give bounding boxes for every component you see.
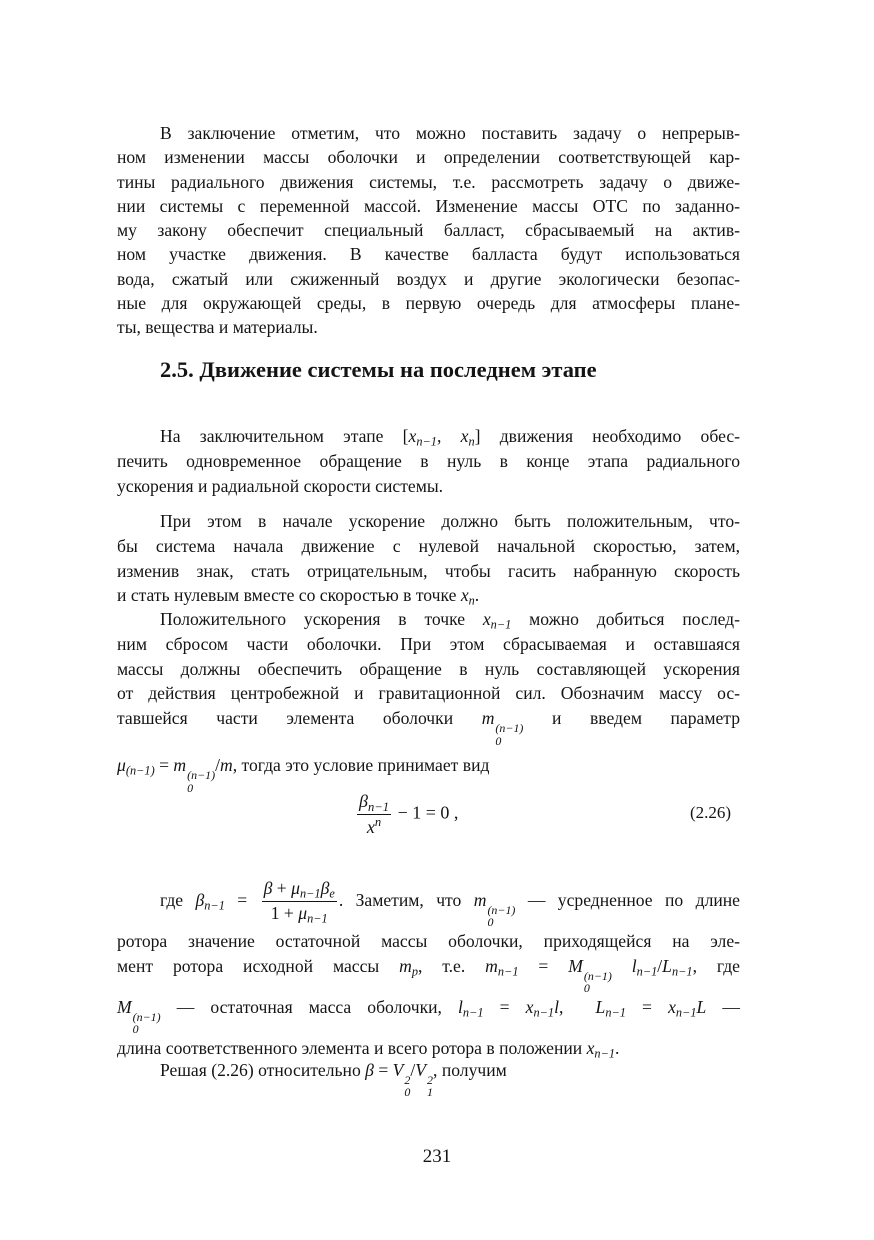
math-subscript: 0 <box>132 1022 139 1037</box>
text-line <box>117 194 740 218</box>
fraction <box>357 790 391 839</box>
math-base: L <box>696 996 707 1017</box>
math-subscript: n−1 <box>299 887 321 902</box>
fraction-numerator <box>262 878 337 902</box>
text-run: от действия центробежной и гравитационной сил. Обозначим массу ос- <box>117 683 740 704</box>
math-subscript: (n−1) <box>125 763 155 778</box>
text-run: = <box>625 996 669 1017</box>
text-run: тины радиального движения системы, т.е. рассмотреть задачу о движе- <box>117 171 740 192</box>
math-base: m <box>473 890 487 910</box>
math-script-stack <box>495 722 523 747</box>
math-subscript: n−1 <box>204 898 225 913</box>
text-run: и введем параметр <box>523 708 740 729</box>
text-run: тавшейся части элемента оболочки <box>117 708 482 729</box>
text-line <box>117 1036 740 1061</box>
math-base: μ <box>291 878 300 899</box>
math-subscript: n−1 <box>605 1005 626 1020</box>
math-base: β <box>263 878 273 899</box>
math-symbol <box>458 995 484 1020</box>
text-run: . <box>474 585 480 606</box>
text-run: / <box>410 1060 416 1080</box>
text-line <box>117 753 740 794</box>
text-run: ном изменении массы оболочки и определении соответствующей кар- <box>117 147 740 168</box>
text-line <box>117 170 740 194</box>
math-base: μ <box>298 903 308 924</box>
math-base: x <box>408 426 417 446</box>
paragraph-conclusion <box>117 121 740 340</box>
math-subscript: n−1 <box>594 1046 616 1061</box>
text-run: ускорения и радиальной скорости системы. <box>117 475 444 496</box>
text-run: / <box>657 955 663 976</box>
text-line <box>117 145 740 169</box>
text-run: длина соответственного элемента и всего ротора в положении <box>117 1037 587 1058</box>
text-run: − 1 = 0 , <box>393 802 459 823</box>
fraction-denominator <box>269 902 330 925</box>
math-base: l <box>631 955 637 976</box>
math-symbol <box>359 790 389 813</box>
math-base: V <box>392 1060 404 1080</box>
math-base: x <box>586 1037 595 1058</box>
math-symbol <box>526 995 554 1020</box>
math-symbol <box>367 816 381 839</box>
text-line <box>117 583 740 608</box>
math-base: m <box>485 955 498 976</box>
math-script-stack <box>187 769 215 794</box>
text-run: = <box>518 955 569 976</box>
math-symbol <box>196 874 225 926</box>
math-symbol <box>117 753 155 778</box>
text-line <box>117 267 740 291</box>
paragraph-positive-acceleration <box>117 607 740 794</box>
math-symbol <box>461 583 475 608</box>
text-run: нии системы с переменной массой. Изменение массы ОТС по заданно- <box>117 195 740 216</box>
text-run: , тогда это условие принимает вид <box>232 755 490 776</box>
text-line <box>117 874 740 929</box>
text-line <box>117 474 740 499</box>
math-base: μ <box>117 755 126 776</box>
math-base: M <box>117 996 132 1017</box>
math-symbol <box>668 995 696 1020</box>
paragraph-solving <box>117 1058 740 1099</box>
text-run: Решая (2.26) относительно <box>160 1060 366 1080</box>
text-run: бы система начала движение с нулевой начальной скоростью, затем, <box>117 535 740 556</box>
math-base: β <box>365 1060 374 1080</box>
math-base: m <box>399 955 412 976</box>
text-run: можно добиться послед- <box>511 609 740 629</box>
text-run: . <box>615 1037 620 1058</box>
text-run <box>612 956 632 976</box>
math-symbol <box>298 903 327 925</box>
text-run: — <box>706 996 740 1017</box>
text-line <box>117 218 740 242</box>
math-subscript: 0 <box>495 733 502 748</box>
text-run: мент ротора исходной массы <box>117 955 400 976</box>
math-base: V <box>415 1060 427 1080</box>
math-base: x <box>460 426 469 446</box>
math-base: x <box>482 609 491 629</box>
math-symbol <box>587 1036 615 1061</box>
math-script-stack <box>133 1011 161 1036</box>
text-run: В заключение отметим, что можно поставить задачу о непрерыв- <box>160 123 740 143</box>
math-symbol <box>117 995 161 1036</box>
text-line <box>117 242 740 266</box>
text-run: — остаточная масса оболочки, <box>160 996 459 1017</box>
math-superscript: (n−1) <box>132 1009 161 1024</box>
text-run: / <box>215 755 220 776</box>
fraction-denominator <box>365 815 383 839</box>
math-superscript: 2 <box>427 1072 434 1087</box>
math-base: m <box>173 755 187 776</box>
math-superscript: (n−1) <box>495 721 524 736</box>
math-symbol <box>393 1058 411 1099</box>
text-line <box>117 559 740 584</box>
text-line <box>117 291 740 315</box>
math-subscript: 0 <box>404 1085 411 1100</box>
fraction-numerator <box>357 790 391 815</box>
math-symbol <box>220 753 233 778</box>
math-base: β <box>359 791 368 811</box>
math-base: L <box>662 955 672 976</box>
math-base: x <box>366 817 375 838</box>
text-line <box>117 929 740 954</box>
text-run: ные для окружающей среды, в первую очередь для атмосферы плане- <box>117 293 740 314</box>
text-run: ним сбросом части оболочки. При этом сбрасываемая и оставшаяся <box>117 633 740 654</box>
math-base: x <box>525 996 534 1017</box>
text-run: . Заметим, что <box>338 890 474 910</box>
text-run: , где <box>692 955 740 976</box>
math-base: L <box>595 996 606 1017</box>
math-subscript: 0 <box>487 915 494 930</box>
math-superscript: (n−1) <box>583 968 612 983</box>
text-run: = <box>154 755 174 776</box>
math-symbol <box>291 878 320 900</box>
section-heading: 2.5. Движение системы на последнем этапе <box>160 357 597 382</box>
text-run: массы должны обеспечить обращение в нуль составляющей ускорения <box>117 658 740 679</box>
text-line <box>117 449 740 474</box>
math-script-stack <box>487 904 515 929</box>
text-line <box>117 681 740 706</box>
math-superscript: n <box>374 815 382 830</box>
text-run: изменив знак, стать отрицательным, чтобы гасить набранную скорость <box>117 560 740 581</box>
text-line <box>117 954 740 995</box>
math-subscript: 1 <box>427 1085 434 1100</box>
text-run: , т.е. <box>417 955 486 976</box>
paragraph-acceleration-sign <box>117 509 740 608</box>
text-line <box>117 121 740 145</box>
math-subscript: e <box>329 887 335 902</box>
math-subscript: n <box>468 434 475 449</box>
math-base: M <box>568 955 583 976</box>
text-run: , <box>436 426 461 446</box>
math-subscript: р <box>411 964 418 979</box>
math-symbol <box>568 954 612 995</box>
math-subscript: n−1 <box>533 1005 555 1020</box>
math-symbol <box>399 954 418 979</box>
math-symbol <box>474 874 516 929</box>
math-base: l <box>458 996 463 1017</box>
text-run: 1 + <box>270 903 299 924</box>
math-symbol <box>415 1058 433 1099</box>
text-run: ном участке движения. В качестве балласта будут использоваться <box>117 244 740 265</box>
math-subscript: n−1 <box>416 434 437 449</box>
math-superscript: (n−1) <box>487 902 516 917</box>
math-base: l <box>554 996 559 1017</box>
math-subscript: n−1 <box>636 964 658 979</box>
math-symbol <box>697 995 707 1020</box>
text-line <box>117 657 740 682</box>
math-subscript: 0 <box>187 780 194 795</box>
text-run: Положительного ускорения в точке <box>160 609 483 629</box>
math-base: m <box>481 708 495 729</box>
math-symbol <box>482 706 524 747</box>
text-run: где <box>160 890 196 910</box>
math-symbol <box>632 954 658 979</box>
math-superscript: (n−1) <box>187 768 216 783</box>
math-subscript: n−1 <box>367 799 390 814</box>
math-base: m <box>220 755 233 776</box>
math-base: β <box>320 878 330 899</box>
text-run: и стать нулевым вместе со скоростью в точке <box>117 585 461 606</box>
math-symbol <box>409 424 437 449</box>
math-symbol <box>596 995 626 1020</box>
text-run: ] движения необходимо обес- <box>474 426 740 446</box>
math-subscript: n <box>468 594 475 609</box>
text-line <box>117 607 740 632</box>
math-subscript: n−1 <box>490 617 512 632</box>
math-subscript: n−1 <box>675 1005 697 1020</box>
math-symbol <box>662 954 692 979</box>
math-subscript: n−1 <box>462 1005 484 1020</box>
equation-2-26 <box>355 790 458 839</box>
math-symbol <box>321 878 335 900</box>
text-run: При этом в начале ускорение должно быть положительным, что- <box>160 511 740 531</box>
math-subscript: n−1 <box>307 912 328 927</box>
math-symbol <box>173 753 215 794</box>
math-base: x <box>460 585 469 606</box>
math-subscript: n−1 <box>497 964 519 979</box>
text-line <box>117 995 740 1036</box>
text-line <box>117 509 740 534</box>
text-run: му закону обеспечит специальный балласт, сбрасываемый на актив- <box>117 220 740 241</box>
math-superscript: 2 <box>404 1072 411 1087</box>
text-line <box>117 534 740 559</box>
text-run: = <box>224 890 260 910</box>
text-line <box>117 706 740 747</box>
text-line <box>117 1058 740 1099</box>
math-symbol <box>485 954 518 979</box>
math-subscript: n−1 <box>671 964 693 979</box>
equation-number: (2.26) <box>690 803 732 822</box>
text-run: — усредненное по длине <box>515 890 740 910</box>
text-line <box>117 424 740 449</box>
math-subscript: 0 <box>583 981 590 996</box>
text-run: = <box>373 1060 393 1080</box>
text-run: , <box>558 996 596 1017</box>
text-line <box>117 315 740 339</box>
paragraph-definitions <box>117 874 740 1061</box>
math-symbol <box>365 1058 374 1083</box>
text-run: = <box>483 996 526 1017</box>
fraction <box>262 878 337 925</box>
math-base: β <box>195 890 205 910</box>
math-symbol <box>483 607 511 632</box>
text-line <box>117 632 740 657</box>
text-run: вода, сжатый или сжиженный воздух и другие экологически безопас- <box>117 268 740 289</box>
math-script-stack <box>584 970 612 995</box>
text-run: ты, вещества и материалы. <box>117 317 318 338</box>
text-run: + <box>272 878 292 899</box>
page-number: 231 <box>422 1146 452 1167</box>
text-run: , получим <box>433 1060 507 1080</box>
text-run: ротора значение остаточной массы оболочки, приходящейся на эле- <box>117 931 740 952</box>
text-run: На заключительном этапе [ <box>160 426 409 446</box>
math-symbol <box>461 424 475 449</box>
paragraph-final-stage <box>117 424 740 498</box>
text-run: печить одновременное обращение в нуль в конце этапа радиального <box>117 450 740 471</box>
math-base: x <box>668 996 676 1017</box>
